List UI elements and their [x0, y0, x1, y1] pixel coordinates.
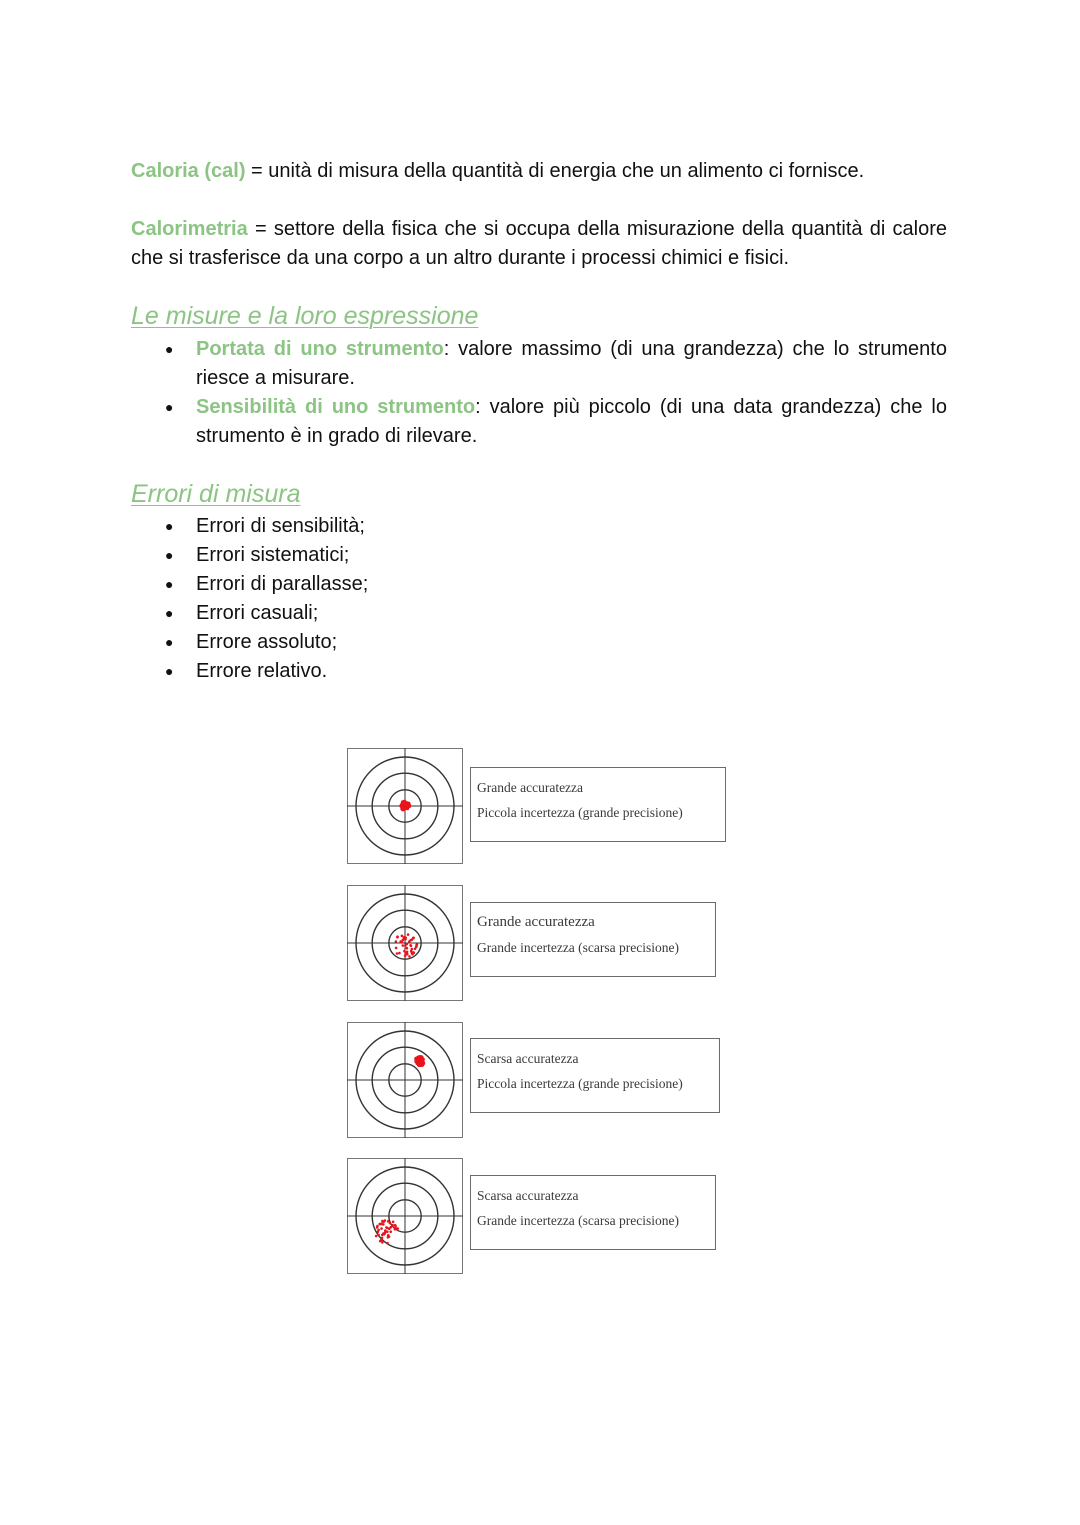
shot-point: [401, 803, 405, 807]
definition-calorimetria: [131, 215, 947, 273]
bullet-icon: ●: [165, 547, 174, 563]
shot-point: [389, 1222, 392, 1225]
shot-point: [416, 943, 419, 946]
shot-point: [381, 1220, 384, 1223]
figure-panel: [347, 748, 737, 864]
target-diagram: [347, 748, 463, 864]
shot-point: [404, 954, 407, 957]
item-text: : valore massimo (di una grandezza) che lo strumento riesce a misurare.: [196, 338, 947, 389]
caption-precision: Piccola incertezza (grande precisione): [477, 1076, 683, 1091]
shot-point: [403, 936, 406, 939]
caption-accuracy: Grande accuratezza: [477, 914, 595, 930]
caption-box: [470, 767, 726, 842]
errors-list: [131, 512, 947, 686]
shot-point: [377, 1234, 380, 1237]
shot-point: [407, 933, 410, 936]
target-diagram: [347, 1022, 463, 1138]
list-item: [131, 628, 947, 657]
shot-point: [401, 935, 404, 938]
list-item: [131, 393, 947, 451]
caption-box: [470, 902, 716, 977]
shot-point: [386, 1242, 389, 1245]
list-item: [131, 657, 947, 686]
term-caloria: Caloria (cal): [131, 160, 246, 182]
shot-point: [406, 943, 409, 946]
shot-point: [399, 940, 402, 943]
shot-point: [411, 938, 414, 941]
caption-accuracy: Grande accuratezza: [477, 780, 584, 795]
shot-point: [398, 952, 401, 955]
shot-point: [385, 1226, 388, 1229]
measures-list: [131, 335, 947, 451]
shot-point: [406, 947, 409, 950]
target-diagram: [347, 1158, 463, 1274]
item-text: Errori sistematici;: [196, 544, 350, 566]
bullet-icon: ●: [165, 576, 174, 592]
term-calorimetria: Calorimetria: [131, 218, 248, 240]
item-text: Errori di sensibilità;: [196, 515, 365, 537]
shot-point: [411, 951, 414, 954]
term-sensibilita: Sensibilità di uno strumento: [196, 396, 476, 418]
shot-point: [392, 1221, 395, 1224]
list-item: [131, 599, 947, 628]
definition-text: = unità di misura della quantità di energia che un alimento ci fornisce.: [245, 160, 865, 182]
list-item: [131, 541, 947, 570]
caption-accuracy: Scarsa accuratezza: [477, 1188, 579, 1203]
figure-panel: [347, 1158, 737, 1274]
caption-precision: Grande incertezza (scarsa precisione): [477, 940, 679, 955]
definition-text: = settore della fisica che si occupa della misurazione della quantità di calore che si trasferisce da una corpo a un altro durante i processi chimici e fisici.: [131, 218, 947, 269]
item-text: Errori casuali;: [196, 602, 319, 624]
shot-point: [375, 1235, 378, 1238]
shot-point: [381, 1234, 384, 1237]
shot-point: [377, 1229, 380, 1232]
shot-point: [396, 952, 399, 955]
figure-panel: [347, 1022, 737, 1138]
item-text: : valore più piccolo (di una data grandezza) che lo strumento è in grado di rilevare.: [196, 396, 947, 447]
item-text: Errore assoluto;: [196, 631, 338, 653]
caption-box: [470, 1175, 716, 1250]
bullet-icon: ●: [165, 341, 174, 357]
shot-point: [396, 936, 399, 939]
shot-point: [408, 955, 411, 958]
shot-point: [402, 944, 405, 947]
bullet-icon: ●: [165, 634, 174, 650]
caption-box: [470, 1038, 720, 1113]
shot-point: [414, 948, 417, 951]
bullet-icon: ●: [165, 663, 174, 679]
caption-precision: Grande incertezza (scarsa precisione): [477, 1213, 679, 1228]
section-heading-measures: Le misure e la loro espressione: [131, 302, 479, 330]
shot-point: [380, 1227, 383, 1230]
bullet-icon: ●: [165, 518, 174, 534]
shot-point: [387, 1234, 390, 1237]
shot-point: [384, 1229, 387, 1232]
shot-point: [382, 1223, 385, 1226]
list-item: [131, 512, 947, 541]
section-heading-errors: Errori di misura: [131, 480, 301, 508]
bullet-icon: ●: [165, 399, 174, 415]
shot-point: [391, 1224, 394, 1227]
caption-accuracy: Scarsa accuratezza: [477, 1051, 579, 1066]
shot-point: [389, 1230, 392, 1233]
shot-point: [394, 1224, 397, 1227]
shot-point: [406, 951, 409, 954]
shot-point: [395, 940, 398, 943]
list-item: [131, 335, 947, 393]
shot-point: [419, 1055, 423, 1059]
shot-point: [378, 1223, 381, 1226]
term-portata: Portata di uno strumento: [196, 338, 444, 360]
shot-point: [394, 1228, 397, 1231]
caption-precision: Piccola incertezza (grande precisione): [477, 805, 683, 820]
figure-panel: [347, 885, 737, 1001]
shot-point: [410, 945, 413, 948]
target-diagram: [347, 885, 463, 1001]
shot-point: [402, 807, 406, 811]
shot-point: [395, 947, 398, 950]
shot-point: [376, 1225, 379, 1228]
definition-caloria: [131, 157, 947, 186]
item-text: Errore relativo.: [196, 660, 328, 682]
bullet-icon: ●: [165, 605, 174, 621]
shot-point: [416, 1061, 420, 1065]
list-item: [131, 570, 947, 599]
item-text: Errori di parallasse;: [196, 573, 369, 595]
shot-point: [380, 1239, 383, 1242]
shot-point: [388, 1228, 391, 1231]
